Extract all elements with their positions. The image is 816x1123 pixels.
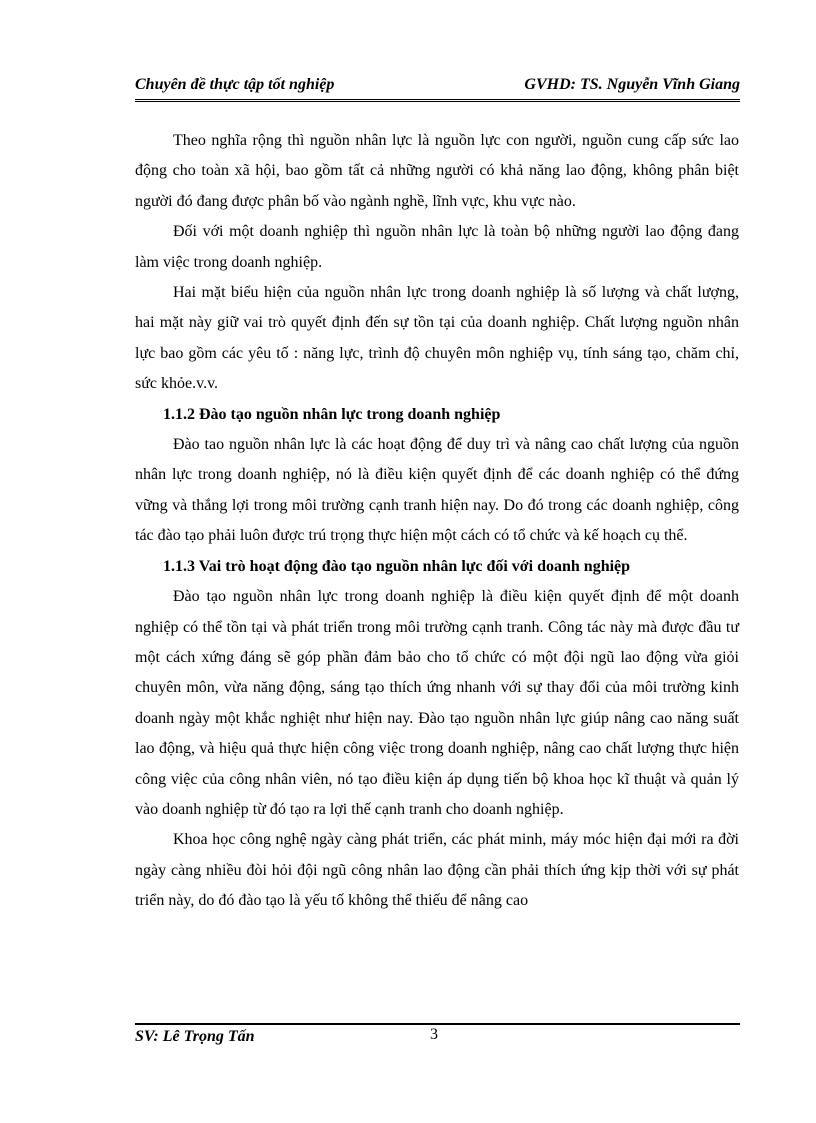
footer-student: SV: Lê Trọng Tấn (135, 1028, 255, 1045)
header-thesis-title: Chuyên đề thực tập tốt nghiệp (135, 76, 335, 93)
page-header (135, 76, 740, 98)
document-body (135, 126, 739, 917)
paragraph-4: Đào tao nguồn nhân lực là các hoạt động để duy trì và nâng cao chất lượng của nguồn nhân lực trong doanh nghiệp, nó là điều kiện quyết định để các doanh nghiệp có thể đứng vững và thắng lợi trong môi trường cạnh tranh hiện nay. Do đó trong các doanh nghiệp, công tác đào tạo phải luôn được trú trọng thực hiện một cách có tổ chức và kế hoạch cụ thể. (135, 436, 739, 545)
paragraph-5: Đào tạo nguồn nhân lực trong doanh nghiệp là điều kiện quyết định để một doanh nghiệp có thể tồn tại và phát triển trong môi trường cạnh tranh. Công tác này mà được đầu tư một cách xứng đáng sẽ góp phần đảm bảo cho tổ chức có một đội ngũ lao động vừa giỏi chuyên môn, vừa năng động, sáng tạo thích ứng nhanh với sự thay đổi của môi trường kinh doanh ngày một khắc nghiệt như hiện nay. Đào tạo nguồn nhân lực giúp nâng cao năng suất lao động, và hiệu quả thực hiện công việc trong doanh nghiệp, nâng cao chất lượng thực hiện công việc của công nhân viên, nó tạo điều kiện áp dụng tiến bộ khoa học kĩ thuật và quản lý vào doanh nghiệp từ đó tạo ra lợi thế cạnh tranh cho doanh nghiệp. (135, 588, 739, 818)
page-number: 3 (430, 1026, 438, 1043)
paragraph-2: Đối với một doanh nghiệp thì nguồn nhân lực là toàn bộ những người lao động đang làm việc trong doanh nghiệp. (135, 223, 739, 271)
section-heading-1-1-2: 1.1.2 Đào tạo nguồn nhân lực trong doanh nghiệp (163, 405, 501, 423)
header-advisor: GVHD: TS. Nguyễn Vĩnh Giang (524, 76, 740, 93)
paragraph-3: Hai mặt biểu hiện của nguồn nhân lực trong doanh nghiệp là số lượng và chất lượng, hai mặt này giữ vai trò quyết định đến sự tồn tại của doanh nghiệp. Chất lượng nguồn nhân lực bao gồm các yêu tố : năng lực, trình độ chuyên môn nghiệp vụ, tính sáng tạo, chăm chỉ, sức khỏe.v.v. (135, 284, 739, 393)
footer-divider (135, 1023, 740, 1025)
paragraph-6: Khoa học công nghệ ngày càng phát triển, các phát minh, máy móc hiện đại mới ra đời ngày càng nhiều đòi hỏi đội ngũ công nhân lao động cần phải thích ứng kịp thời với sự phát triển này, do đó đào tạo là yếu tố không thể thiếu để nâng cao (135, 831, 739, 910)
paragraph-1: Theo nghĩa rộng thì nguồn nhân lực là nguồn lực con người, nguồn cung cấp sức lao động cho toàn xã hội, bao gồm tất cả những người có khả năng lao động, không phân biệt người đó đang được phân bố vào ngành nghề, lĩnh vực, khu vực nào. (135, 132, 739, 210)
header-divider (135, 99, 740, 102)
section-heading-1-1-3: 1.1.3 Vai trò hoạt động đào tạo nguồn nhân lực đối với doanh nghiệp (163, 557, 631, 575)
